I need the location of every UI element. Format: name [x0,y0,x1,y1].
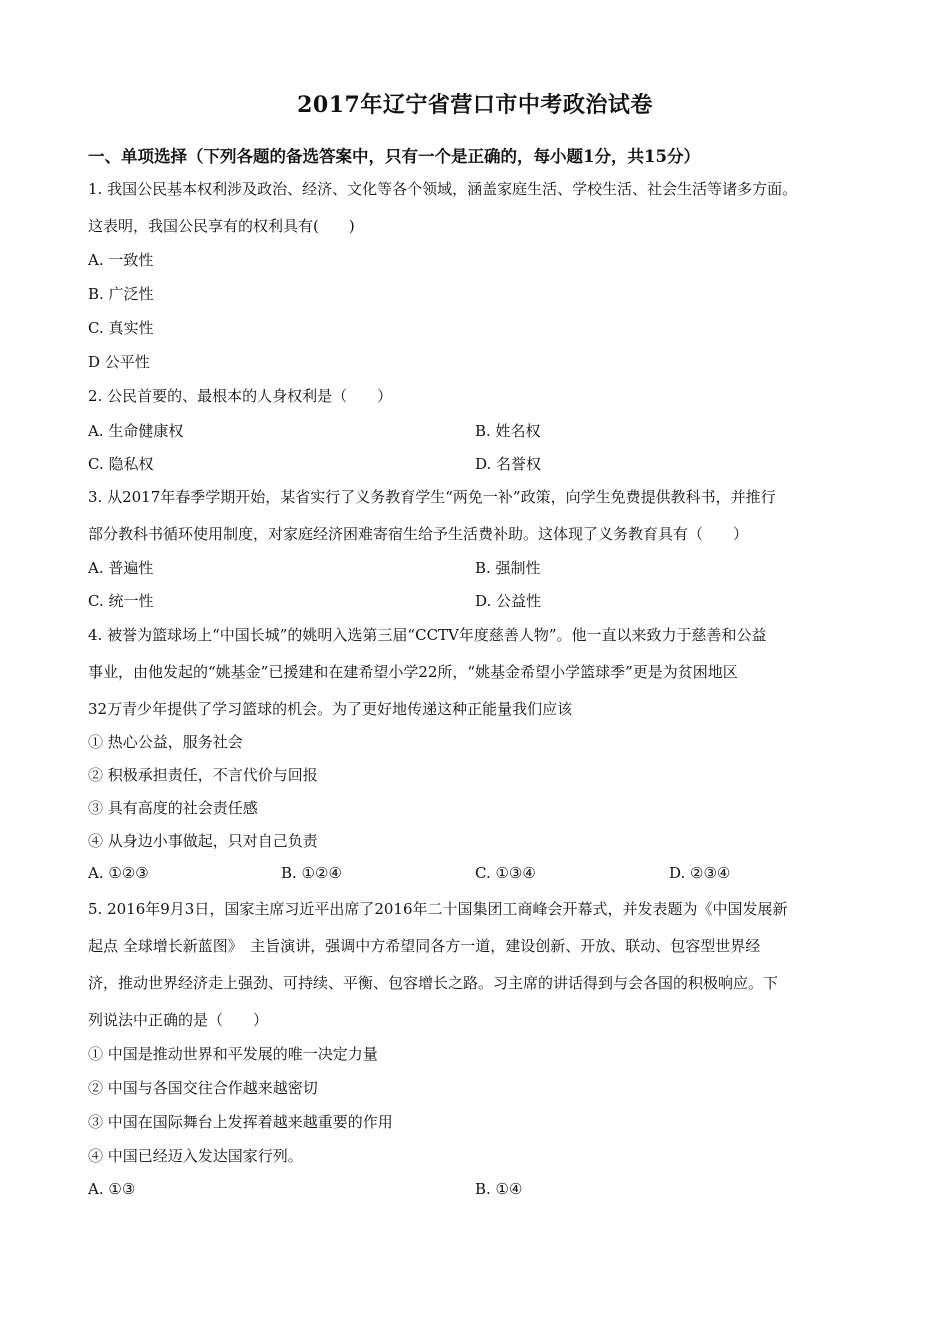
q2-stem: 2. 公民首要的、最根本的人身权利是（ ） [88,387,393,405]
q3-stem-line-2: 部分教科书循环使用制度，对家庭经济困难寄宿生给予生活费补助。这体现了义务教育具有（ ） [88,525,749,543]
q5-stem-line-1: 5. 2016年9月3日，国家主席习近平出席了2016年二十国集团工商峰会开幕式，并发表题为《中国发展新 [88,900,788,918]
section-heading: 一、单项选择（下列各题的备选答案中，只有一个是正确的，每小题1分，共15分） [88,147,700,166]
q5-option-a: A. ①③ [88,1180,136,1198]
q3-stem-line-1: 3. 从2017年春季学期开始，某省实行了义务教育学生“两免一补”政策，向学生免费提供教科书，并推行 [88,488,776,506]
q4-option-b: B. ①②④ [281,864,342,882]
q3-option-b: B. 强制性 [475,559,541,577]
q4-item-2: ② 积极承担责任，不言代价与回报 [88,766,318,784]
q4-option-c: C. ①③④ [475,864,536,882]
q5-item-3: ③ 中国在国际舞台上发挥着越来越重要的作用 [88,1113,393,1131]
q3-option-c: C. 统一性 [88,592,154,610]
page-title: 2017年辽宁省营口市中考政治试卷 [297,92,653,118]
q4-option-a: A. ①②③ [88,864,149,882]
q2-option-b: B. 姓名权 [475,422,541,440]
q2-option-c: C. 隐私权 [88,455,154,473]
q5-stem-line-4: 列说法中正确的是（ ） [88,1011,269,1029]
q1-stem-line-1: 1. 我国公民基本权利涉及政治、经济、文化等各个领域，涵盖家庭生活、学校生活、社会生活等诸多方面。 [88,180,798,198]
q5-item-1: ① 中国是推动世界和平发展的唯一决定力量 [88,1045,378,1063]
q4-stem-line-3: 32万青少年提供了学习篮球的机会。为了更好地传递这种正能量我们应该 [88,700,573,718]
q4-stem-line-1: 4. 被誉为篮球场上“中国长城”的姚明入选第三届“CCTV年度慈善人物”。他一直以来致力于慈善和公益 [88,626,767,644]
q4-item-3: ③ 具有高度的社会责任感 [88,799,258,817]
q5-item-2: ② 中国与各国交往合作越来越密切 [88,1079,318,1097]
q5-option-b: B. ①④ [475,1180,523,1198]
q1-option-a: A. 一致性 [88,251,154,269]
q4-item-4: ④ 从身边小事做起，只对自己负责 [88,832,318,850]
q2-option-a: A. 生命健康权 [88,422,184,440]
q1-option-c: C. 真实性 [88,319,154,337]
q1-stem-line-2: 这表明，我国公民享有的权利具有( ) [88,217,355,235]
q4-option-d: D. ②③④ [669,864,731,882]
q5-item-4: ④ 中国已经迈入发达国家行列。 [88,1147,303,1165]
q1-option-b: B. 广泛性 [88,285,154,303]
q3-option-d: D. 公益性 [475,592,542,610]
q3-option-a: A. 普遍性 [88,559,154,577]
q4-stem-line-2: 事业，由他发起的“姚基金”已援建和在建希望小学22所，“姚基金希望小学篮球季”更是为贫困地区 [88,663,738,681]
q5-stem-line-3: 济，推动世界经济走上强劲、可持续、平衡、包容增长之路。习主席的讲话得到与会各国的积极响应。下 [88,974,779,992]
q1-option-d: D 公平性 [88,353,150,371]
q5-stem-line-2: 起点 全球增长新蓝图》 主旨演讲，强调中方希望同各方一道，建设创新、开放、联动、包容型世界经 [88,937,761,955]
q2-option-d: D. 名誉权 [475,455,542,473]
q4-item-1: ① 热心公益，服务社会 [88,733,243,751]
